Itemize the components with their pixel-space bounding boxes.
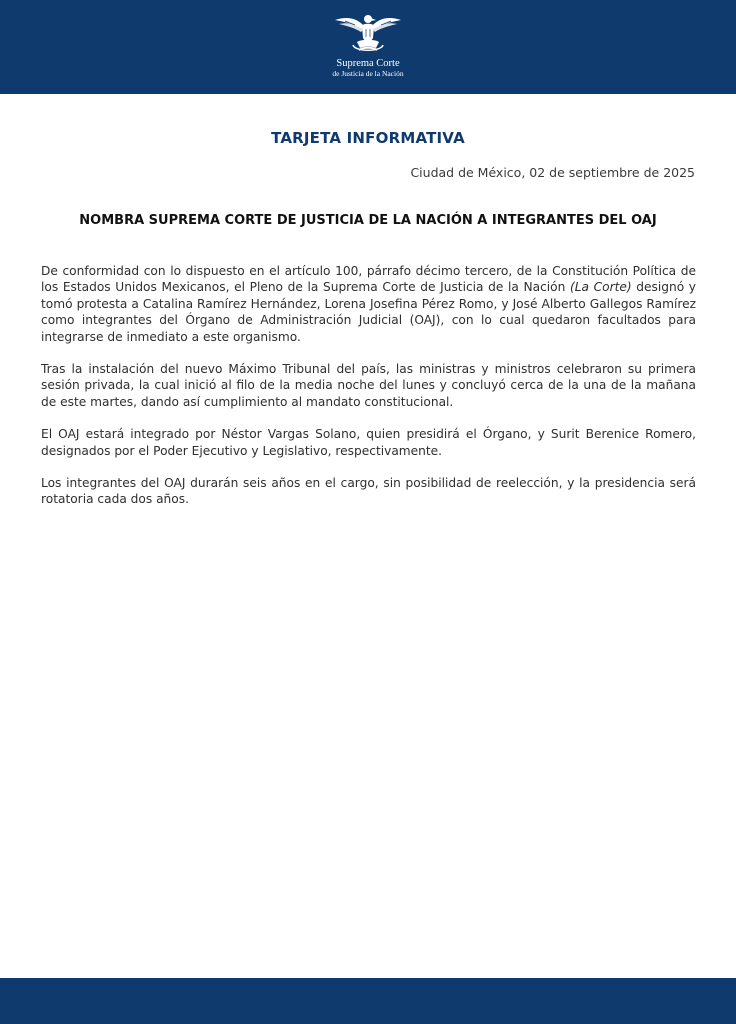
- document-body: [41, 263, 696, 524]
- body-paragraph: [41, 263, 696, 345]
- eagle-seal-icon: [333, 12, 403, 56]
- scjn-logo: [318, 12, 418, 84]
- body-paragraph: Los integrantes del OAJ durarán seis años en el cargo, sin posibilidad de reelección, y la presidencia será rotatoria cada dos años.: [41, 476, 696, 507]
- body-paragraph: El OAJ estará integrado por Néstor Vargas Solano, quien presidirá el Órgano, y Surit Berenice Romero, designados por el Poder Ejecutivo y Legislativo, respectivamente.: [41, 427, 696, 458]
- body-paragraph: Tras la instalación del nuevo Máximo Tribunal del país, las ministras y ministros celebraron su primera sesión privada, la cual inició al filo de la media noche del lunes y concluyó cerca de la una de la mañana de este martes, dando así cumplimiento al mandato constitucional.: [41, 362, 696, 409]
- header-band: [0, 0, 736, 94]
- paragraph-italic-text: (La Corte): [569, 280, 632, 295]
- document-type-label: TARJETA INFORMATIVA: [271, 129, 465, 147]
- paragraph-text: designó y tomó protesta a Catalina Ramírez Hernández, Lorena Josefina Pérez Romo, y José Alberto Gallegos Ramírez como integrantes del Órgano de Administración Judicial (OAJ), con lo cual quedaron facultados para integrarse de inmediato a este organismo.: [41, 280, 696, 344]
- logo-title: Suprema Corte: [336, 58, 400, 69]
- document-headline: NOMBRA SUPREMA CORTE DE JUSTICIA DE LA NACIÓN A INTEGRANTES DEL OAJ: [79, 213, 657, 228]
- logo-subtitle: de Justicia de la Nación: [332, 69, 404, 78]
- footer-band: [0, 978, 736, 1024]
- document-date: Ciudad de México, 02 de septiembre de 2025: [410, 165, 695, 180]
- paragraph-text: De conformidad con lo dispuesto en el artículo 100, párrafo décimo tercero, de la Constitución Política de los Estados Unidos Mexicanos, el Pleno de la Suprema Corte de Justicia de la Nación: [41, 264, 696, 295]
